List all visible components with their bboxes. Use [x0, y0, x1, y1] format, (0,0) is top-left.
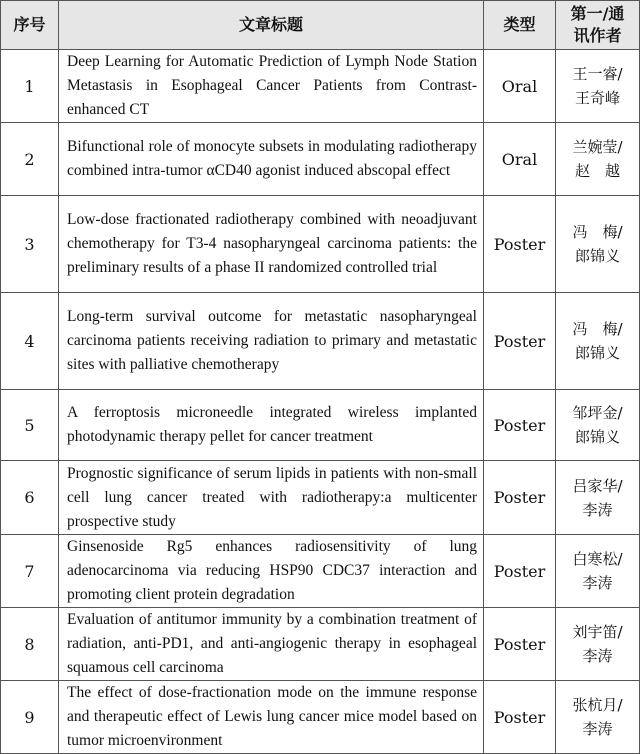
row-title: Deep Learning for Automatic Prediction of Lymph Node Station Metastasis in Esophageal Cancer Patients from Contrast-enhanced CT [59, 50, 484, 123]
row-index: 2 [1, 123, 59, 196]
author-first: 白寒松/ [572, 550, 623, 568]
author-first: 邹坪金/ [572, 404, 623, 422]
row-type: Poster [484, 390, 556, 461]
row-title: Prognostic significance of serum lipids in patients with non-small cell lung cancer treated with radiotherapy:a multicenter prospective study [59, 461, 484, 535]
row-type: Oral [484, 50, 556, 123]
row-author [556, 196, 640, 293]
row-type: Oral [484, 123, 556, 196]
header-author-line1: 第一/通 [570, 4, 625, 23]
row-index: 1 [1, 50, 59, 123]
row-author [556, 123, 640, 196]
author-corresponding: 李涛 [582, 720, 613, 738]
author-corresponding: 郎锦义 [574, 428, 620, 446]
row-title: Bifunctional role of monocyte subsets in modulating radiotherapy combined intra-tumor αCD40 agonist induced abscopal effect [59, 123, 484, 196]
row-title: Evaluation of antitumor immunity by a combination treatment of radiation, anti-PD1, and anti-angiogenic therapy in esophageal squamous cell carcinoma [59, 608, 484, 681]
row-index: 5 [1, 390, 59, 461]
header-row [1, 1, 640, 50]
author-corresponding: 李涛 [582, 647, 613, 665]
table-row [1, 196, 640, 293]
table-row [1, 461, 640, 535]
row-index: 6 [1, 461, 59, 535]
row-type: Poster [484, 608, 556, 681]
row-index: 8 [1, 608, 59, 681]
author-corresponding: 李涛 [582, 574, 613, 592]
row-author [556, 535, 640, 608]
author-corresponding: 赵 越 [574, 162, 620, 180]
author-first: 张杭月/ [572, 696, 623, 714]
row-author [556, 461, 640, 535]
row-type: Poster [484, 196, 556, 293]
author-first: 冯 梅/ [572, 223, 623, 241]
author-corresponding: 郎锦义 [574, 247, 620, 265]
header-index: 序号 [1, 1, 59, 50]
author-first: 兰婉莹/ [572, 138, 623, 156]
row-index: 4 [1, 293, 59, 390]
table-row [1, 535, 640, 608]
table-row [1, 390, 640, 461]
table-row [1, 293, 640, 390]
row-type: Poster [484, 535, 556, 608]
row-type: Poster [484, 293, 556, 390]
table-row [1, 50, 640, 123]
row-author [556, 50, 640, 123]
row-title: Long-term survival outcome for metastatic nasopharyngeal carcinoma patients receiving radiation to primary and metastatic sites with palliative chemotherapy [59, 293, 484, 390]
row-type: Poster [484, 461, 556, 535]
header-type: 类型 [484, 1, 556, 50]
row-author [556, 681, 640, 754]
row-type: Poster [484, 681, 556, 754]
author-first: 吕家华/ [572, 476, 623, 495]
row-author [556, 390, 640, 461]
header-author-line2: 讯作者 [573, 26, 622, 45]
row-title: A ferroptosis microneedle integrated wireless implanted photodynamic therapy pellet for cancer treatment [59, 390, 484, 461]
row-title: The effect of dose-fractionation mode on the immune response and therapeutic effect of Lewis lung cancer mice model based on tumor microenvironment [59, 681, 484, 754]
author-first: 冯 梅/ [572, 320, 623, 338]
row-index: 9 [1, 681, 59, 754]
table-row [1, 123, 640, 196]
author-first: 王一睿/ [572, 65, 623, 83]
author-first: 刘宇笛/ [572, 623, 623, 641]
author-corresponding: 王奇峰 [574, 89, 620, 107]
row-index: 7 [1, 535, 59, 608]
row-author [556, 293, 640, 390]
author-corresponding: 郎锦义 [574, 344, 620, 362]
table-row [1, 608, 640, 681]
row-author [556, 608, 640, 681]
header-author [556, 1, 640, 50]
row-title: Low-dose fractionated radiotherapy combined with neoadjuvant chemotherapy for T3-4 nasopharyngeal carcinoma patients: the preliminary results of a phase II randomized controlled trial [59, 196, 484, 293]
table-row [1, 681, 640, 754]
header-title: 文章标题 [59, 1, 484, 50]
row-index: 3 [1, 196, 59, 293]
row-title: Ginsenoside Rg5 enhances radiosensitivity of lung adenocarcinoma via reducing HSP90 CDC37 interaction and promoting client protein degradation [59, 535, 484, 608]
author-corresponding: 李涛 [582, 500, 613, 519]
